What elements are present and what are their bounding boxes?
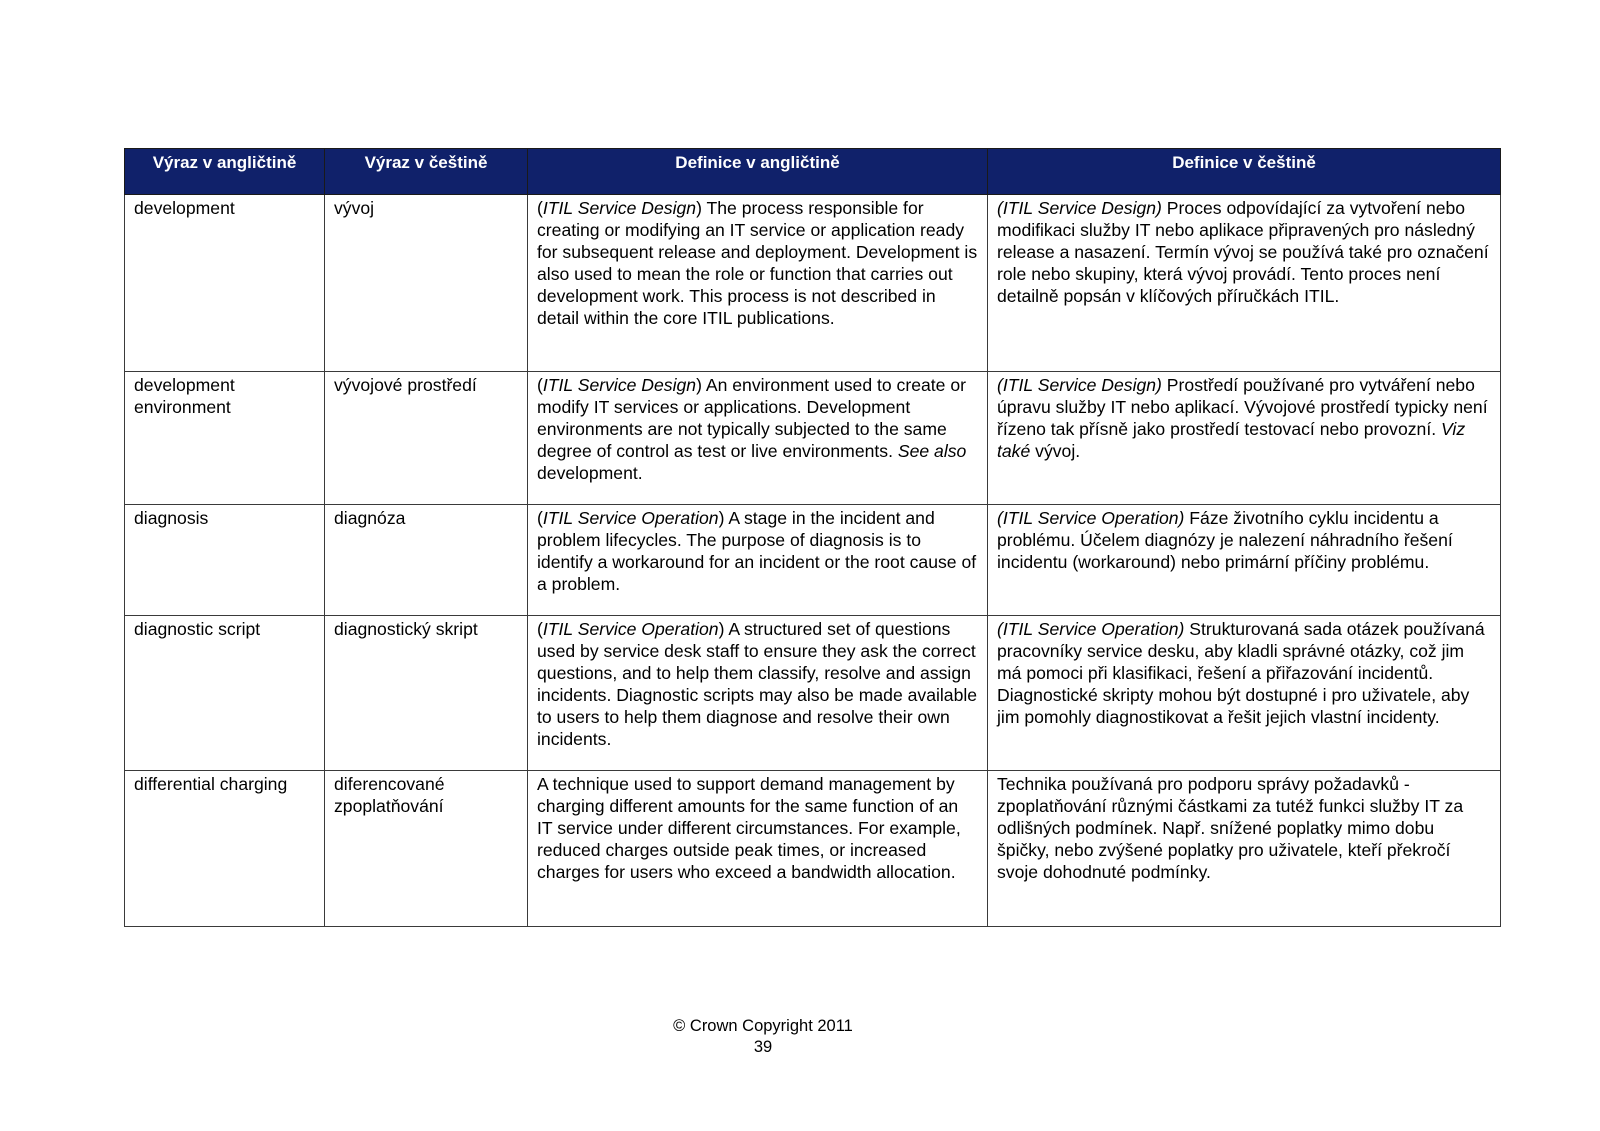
definition-en-text: ) An environment used to create or modify IT services or applications. Development environments are not typically subjected to the same degree of control as test or live environments. [537, 375, 966, 461]
definition-cz-text: Technika používaná pro podporu správy požadavků - zpoplatňování různými částkami za tutéž funkci služby IT za odlišných podmínek. Např. snížené poplatky mimo dobu špičky, nebo zvýšené poplatky pro uživatele, kteří překročí svoje dohodnuté podmínky. [997, 774, 1464, 882]
definition-cz-cell [988, 771, 1501, 927]
definition-en-text: ) A structured set of questions used by service desk staff to ensure they ask the correct questions, and to help them classify, resolve and assign incidents. Diagnostic scripts may also be made available to users to help them diagnose and resolve their own incidents. [537, 619, 978, 749]
header-definition-cz: Definice v češtině [988, 149, 1501, 195]
definition-en-cell [528, 505, 988, 616]
definition-cz-cell [988, 505, 1501, 616]
definition-cz-cell [988, 195, 1501, 372]
definition-cz-text: Prostředí používané pro vytváření nebo úpravu služby IT nebo aplikací. Vývojové prostředí typicky není řízeno tak přísně jako prostředí testovací nebo provozní. [997, 375, 1488, 439]
definition-cz-see-also-target: vývoj. [1030, 441, 1081, 461]
table-row [125, 616, 1501, 771]
term-cz: vývoj [334, 198, 375, 218]
definition-cz-cell [988, 372, 1501, 505]
definition-en-text: ) The process responsible for creating or modifying an IT service or application ready for subsequent release and deployment. Development is also used to mean the role or function that carries out development work. This process is not described in detail within the core ITIL publications. [537, 198, 978, 328]
term-en: development [134, 198, 235, 218]
term-cz: diagnostický skript [334, 619, 478, 639]
definition-en-cell [528, 372, 988, 505]
definition-en-text: A technique used to support demand management by charging different amounts for the same function of an IT service under different circumstances. For example, reduced charges outside peak times, or increased charges for users who exceed a bandwidth allocation. [537, 774, 961, 882]
header-term-cz: Výraz v češtině [325, 149, 528, 195]
definition-en-text: ) A stage in the incident and problem lifecycles. The purpose of diagnosis is to identify a workaround for an incident or the root cause of a problem. [537, 508, 977, 594]
definition-en-book: ITIL Service Design [542, 198, 697, 218]
table-row [125, 505, 1501, 616]
header-term-en: Výraz v angličtině [125, 149, 325, 195]
definition-en-prefix: ( [537, 375, 543, 395]
term-cz-cell [325, 616, 528, 771]
table-row [125, 372, 1501, 505]
definition-en-book: ITIL Service Operation [542, 508, 719, 528]
term-en: diagnostic script [134, 619, 261, 639]
definition-cz-text: Strukturovaná sada otázek používaná pracovníky service desku, aby kladli správné otázky, což jim má pomoci při klasifikaci, řešení a přiřazování incidentů. Diagnostické skripty mohou být dostupné i pro uživatele, aby jim pomohly diagnostikovat a řešit jejich vlastní incidenty. [997, 619, 1485, 727]
term-en: development environment [134, 375, 235, 417]
definition-cz-text: Proces odpovídající za vytvoření nebo modifikaci služby IT nebo aplikace připravených pro následný release a nasazení. Termín vývoj se používá také pro označení role nebo skupiny, která vývoj provádí. Tento proces není detailně popsán v klíčových příručkách ITIL. [997, 198, 1489, 306]
term-cz-cell [325, 505, 528, 616]
definition-en-see-also-target: development. [537, 463, 643, 483]
definition-en-cell [528, 195, 988, 372]
definition-cz-book: (ITIL Service Operation) [997, 619, 1185, 639]
term-en-cell [125, 616, 325, 771]
page-number: 39 [753, 1038, 773, 1056]
term-cz-cell [325, 195, 528, 372]
term-en-cell [125, 195, 325, 372]
term-en: differential charging [134, 774, 288, 794]
term-cz: diagnóza [334, 508, 406, 528]
definition-en-book: ITIL Service Design [542, 375, 697, 395]
definition-en-see-also: See also [897, 441, 967, 461]
term-cz-cell [325, 771, 528, 927]
definition-en-book: ITIL Service Operation [542, 619, 719, 639]
copyright-notice: © Crown Copyright 2011 [673, 1017, 853, 1035]
header-definition-en: Definice v angličtině [528, 149, 988, 195]
definition-cz-book: (ITIL Service Design) [997, 198, 1162, 218]
term-en: diagnosis [134, 508, 209, 528]
term-cz-cell [325, 372, 528, 505]
glossary-table [124, 148, 1501, 927]
definition-en-prefix: ( [537, 508, 543, 528]
term-en-cell [125, 505, 325, 616]
term-cz: diferencované zpoplatňování [334, 774, 445, 816]
page-footer [0, 1016, 1526, 1058]
table-row [125, 195, 1501, 372]
definition-en-prefix: ( [537, 619, 543, 639]
table-row [125, 771, 1501, 927]
term-cz: vývojové prostředí [334, 375, 477, 395]
table-header-row [125, 149, 1501, 195]
term-en-cell [125, 771, 325, 927]
definition-cz-book: (ITIL Service Operation) [997, 508, 1185, 528]
definition-en-cell [528, 616, 988, 771]
definition-cz-text: Fáze životního cyklu incidentu a problému. Účelem diagnózy je nalezení náhradního řešení incidentu (workaround) nebo primární příčiny problému. [997, 508, 1453, 572]
definition-cz-book: (ITIL Service Design) [997, 375, 1162, 395]
definition-cz-cell [988, 616, 1501, 771]
definition-cz-see-also: Viz také [997, 419, 1466, 461]
definition-en-prefix: ( [537, 198, 543, 218]
term-en-cell [125, 372, 325, 505]
definition-en-cell [528, 771, 988, 927]
